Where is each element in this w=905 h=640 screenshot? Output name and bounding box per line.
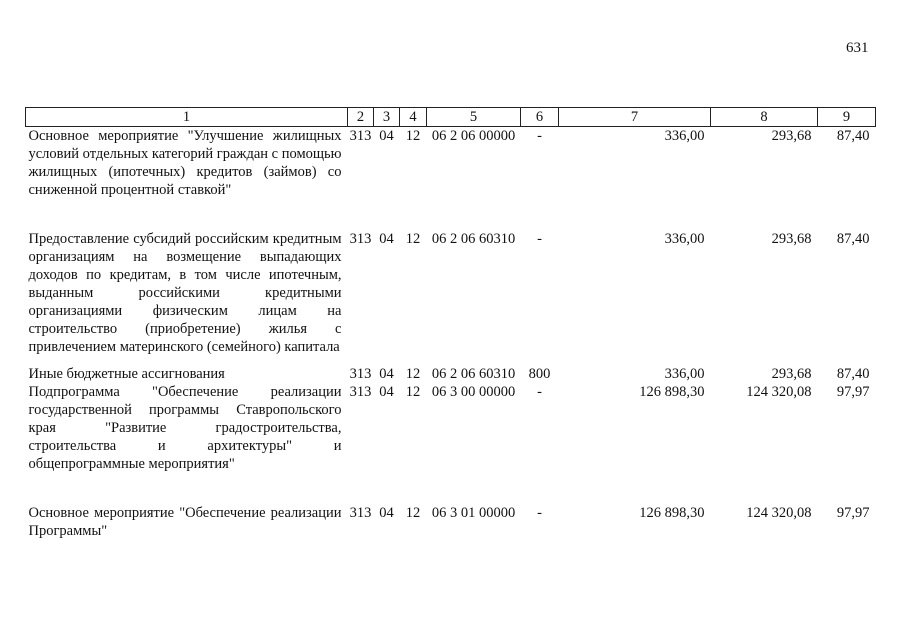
- row-planned: 126 898,30: [639, 384, 705, 400]
- row-percent: 87,40: [836, 366, 870, 382]
- row-ministry-code: 313: [349, 505, 372, 521]
- row-expense-type: -: [537, 384, 542, 400]
- row-percent: 87,40: [836, 231, 870, 247]
- row-subsection-code: 12: [405, 505, 421, 521]
- row-expense-type: -: [537, 231, 542, 247]
- row-name: Предоставление субсидий российским кредитным организациям на возмещение выпадающих доходов по кредитам, в том числе ипотечным, выданным российскими кредитными организациями физическим лицам на строительство (приобретение) жилья с привлечением материнского (семейного) капитала: [28, 231, 342, 355]
- row-target-code: 06 3 01 00000: [431, 505, 516, 521]
- row-planned: 126 898,30: [639, 505, 705, 521]
- header-cell-5: 5: [427, 108, 521, 127]
- row-subsection-code: 12: [405, 128, 421, 144]
- row-ministry-code: 313: [349, 128, 372, 144]
- row-ministry-code: 313: [349, 366, 372, 382]
- page-number: 631: [846, 40, 869, 56]
- table-row: [26, 383, 876, 504]
- row-percent: 97,97: [836, 384, 870, 400]
- row-subsection-code: 12: [405, 384, 421, 400]
- header-cell-2: 2: [348, 108, 374, 127]
- row-ministry-code: 313: [349, 384, 372, 400]
- table-row: [26, 230, 876, 356]
- row-target-code: 06 3 00 00000: [431, 384, 516, 400]
- row-section-code: 04: [379, 505, 394, 521]
- row-ministry-code: 313: [349, 231, 372, 247]
- table-row: [26, 356, 876, 383]
- header-cell-4: 4: [400, 108, 427, 127]
- budget-table: [25, 107, 876, 540]
- row-target-code: 06 2 06 60310: [431, 231, 516, 247]
- row-name: Подпрограмма "Обеспечение реализации государственной программы Ставропольского края "Развитие градостроительства, строительства и архитектуры" и общепрограммные мероприятия": [28, 384, 342, 472]
- row-name: Основное мероприятие "Улучшение жилищных условий отдельных категорий граждан с помощью жилищных (ипотечных) кредитов (займов) со сниженной процентной ставкой": [28, 128, 342, 198]
- table-row: [26, 127, 876, 231]
- row-executed: 293,68: [771, 128, 812, 144]
- header-cell-6: 6: [521, 108, 559, 127]
- row-planned: 336,00: [664, 366, 705, 382]
- row-section-code: 04: [379, 128, 394, 144]
- table-row: [26, 504, 876, 540]
- row-target-code: 06 2 06 00000: [431, 128, 516, 144]
- row-planned: 336,00: [664, 128, 705, 144]
- row-expense-type: -: [537, 505, 542, 521]
- row-executed: 124 320,08: [746, 505, 812, 521]
- row-expense-type: 800: [528, 366, 551, 382]
- row-executed: 124 320,08: [746, 384, 812, 400]
- header-cell-8: 8: [711, 108, 818, 127]
- row-section-code: 04: [379, 366, 394, 382]
- header-cell-1: 1: [26, 108, 348, 127]
- row-percent: 87,40: [836, 128, 870, 144]
- row-executed: 293,68: [771, 366, 812, 382]
- row-subsection-code: 12: [405, 366, 421, 382]
- row-percent: 97,97: [836, 505, 870, 521]
- row-section-code: 04: [379, 384, 394, 400]
- row-section-code: 04: [379, 231, 394, 247]
- row-subsection-code: 12: [405, 231, 421, 247]
- row-expense-type: -: [537, 128, 542, 144]
- header-cell-3: 3: [374, 108, 400, 127]
- header-row: [26, 108, 876, 127]
- row-planned: 336,00: [664, 231, 705, 247]
- row-name: Иные бюджетные ассигнования: [28, 366, 225, 382]
- header-cell-9: 9: [818, 108, 876, 127]
- header-cell-7: 7: [559, 108, 711, 127]
- row-target-code: 06 2 06 60310: [431, 366, 516, 382]
- row-executed: 293,68: [771, 231, 812, 247]
- row-name: Основное мероприятие "Обеспечение реализации Программы": [28, 505, 342, 539]
